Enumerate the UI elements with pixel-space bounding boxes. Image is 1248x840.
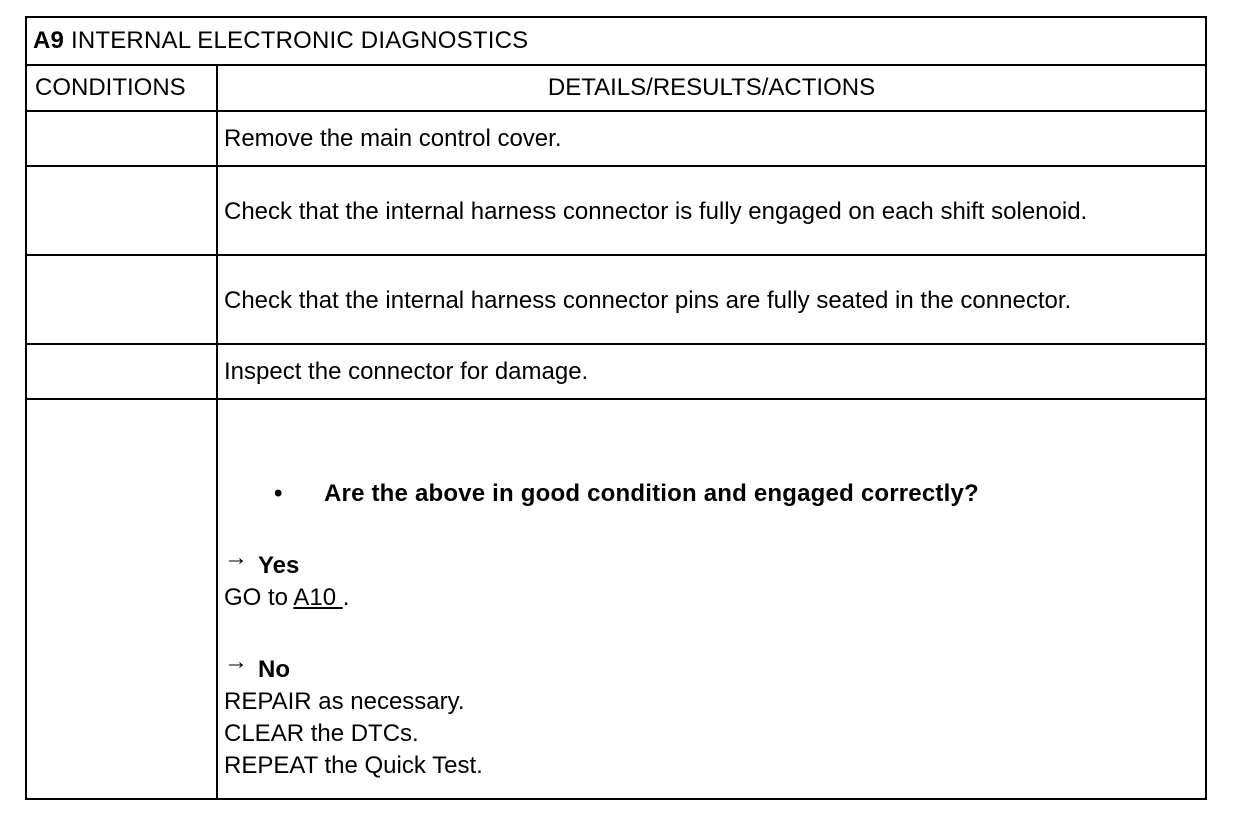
no-action-line: REPAIR as necessary. <box>224 688 465 715</box>
table-row <box>26 344 1206 399</box>
table-row <box>26 166 1206 255</box>
no-label: No <box>258 656 290 683</box>
yes-action-prefix: GO to <box>224 584 294 611</box>
diagnostic-table <box>25 16 1207 800</box>
test-code: A9 <box>33 27 65 54</box>
question-text: Are the above in good condition and engaged correctly? <box>324 480 979 507</box>
title-row <box>26 17 1206 65</box>
yes-label: Yes <box>258 552 300 579</box>
table-row <box>26 255 1206 344</box>
arrow-right-icon: → <box>224 648 248 675</box>
bullet-icon: • <box>274 480 283 507</box>
conditions-cell <box>26 344 217 399</box>
header-row <box>26 65 1206 111</box>
conditions-cell <box>26 399 217 799</box>
step-text: Remove the main control cover. <box>217 111 1206 166</box>
conditions-cell <box>26 111 217 166</box>
table-title <box>26 17 1206 65</box>
details-header: DETAILS/RESULTS/ACTIONS <box>217 65 1206 111</box>
decision-row <box>26 399 1206 799</box>
arrow-right-icon: → <box>224 544 248 571</box>
step-text: Check that the internal harness connector is fully engaged on each shift solenoid. <box>217 166 1206 255</box>
outcome-yes <box>224 544 1199 614</box>
outcome-no <box>224 648 1199 782</box>
no-action-line: REPEAT the Quick Test. <box>224 752 483 779</box>
yes-action-suffix: . <box>342 584 350 611</box>
conditions-cell <box>26 166 217 255</box>
step-text: Check that the internal harness connector pins are fully seated in the connector. <box>217 255 1206 344</box>
table-row <box>26 111 1206 166</box>
goto-a10-link[interactable]: A10 <box>293 584 343 611</box>
test-title: INTERNAL ELECTRONIC DIAGNOSTICS <box>70 27 529 54</box>
decision-cell <box>217 399 1206 799</box>
conditions-header: CONDITIONS <box>26 65 217 111</box>
question <box>224 478 1199 510</box>
no-action-line: CLEAR the DTCs. <box>224 720 419 747</box>
diagnostic-sheet <box>25 16 1205 814</box>
conditions-cell <box>26 255 217 344</box>
step-text: Inspect the connector for damage. <box>217 344 1206 399</box>
